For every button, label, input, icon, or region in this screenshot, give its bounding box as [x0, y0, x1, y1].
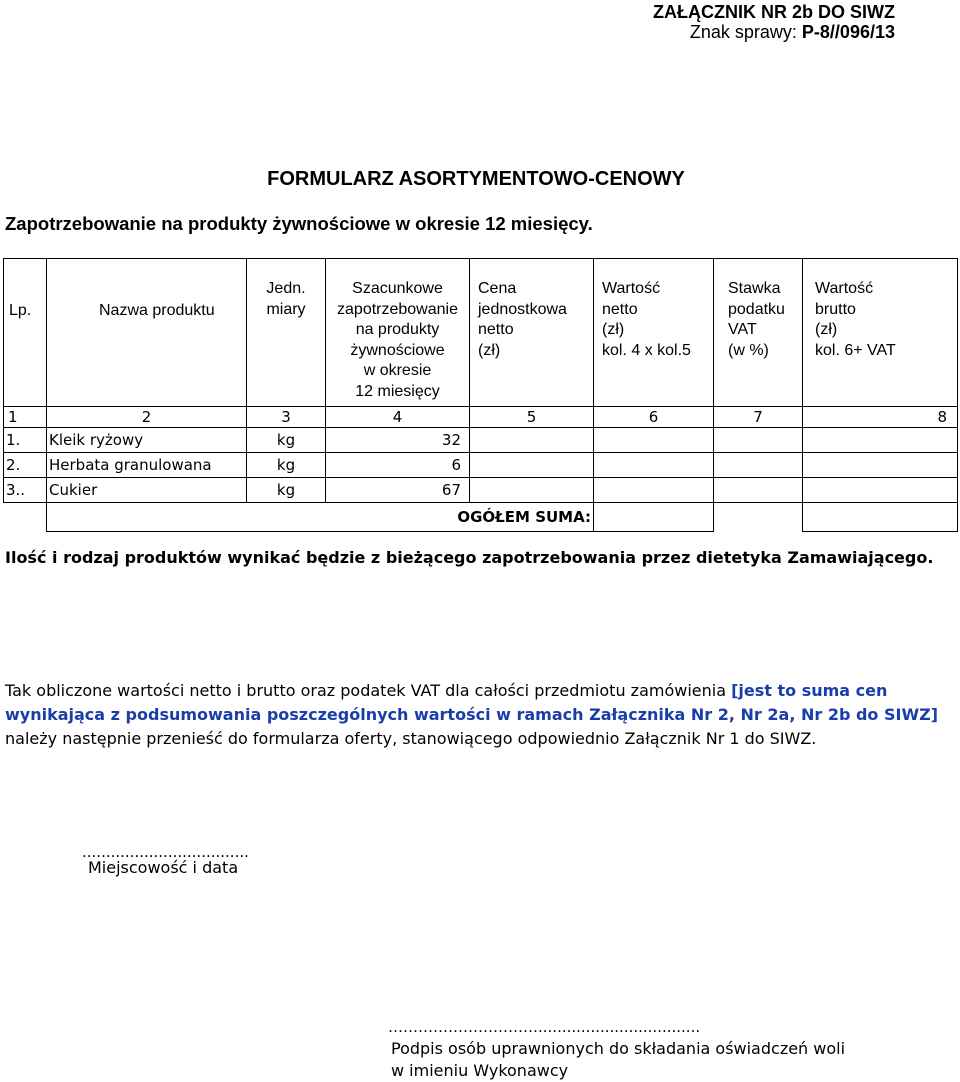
- row-quantity: 67: [326, 478, 470, 503]
- header-vat-rate-line: Stawka: [728, 280, 781, 297]
- row-net-value-input[interactable]: [594, 453, 714, 478]
- row-gross-value-input[interactable]: [803, 428, 958, 453]
- row-lp: 3..: [4, 478, 47, 503]
- column-number-row: [4, 407, 958, 428]
- header-quantity-line: 12 miesięcy: [355, 382, 440, 400]
- row-lp: 1.: [4, 428, 47, 453]
- total-row: [4, 503, 958, 532]
- header-vat-rate: [714, 259, 803, 407]
- signature-caption-line: Podpis osób uprawnionych do składania oświadczeń woli: [391, 1039, 846, 1058]
- row-unit-price-input[interactable]: [470, 428, 594, 453]
- row-vat-rate-input[interactable]: [714, 478, 803, 503]
- row-unit-price-input[interactable]: [470, 453, 594, 478]
- column-number: 6: [594, 407, 714, 428]
- header-row: [4, 259, 958, 407]
- case-number-value: P-8//096/13: [801, 22, 895, 42]
- total-gross-value-input[interactable]: [803, 503, 958, 532]
- signature-line: …………………………..................................: [388, 1018, 701, 1036]
- header-quantity: [326, 259, 470, 407]
- header-quantity-line: żywnościowe: [350, 341, 445, 359]
- column-number: 7: [714, 407, 803, 428]
- header-unit-line: miary: [266, 300, 306, 318]
- row-net-value-input[interactable]: [594, 478, 714, 503]
- header-unit-price-line: netto: [478, 321, 514, 338]
- header-vat-rate-line: podatku: [728, 300, 785, 318]
- column-number: 2: [47, 407, 247, 428]
- header-quantity-line: w okresie: [363, 362, 432, 379]
- row-unit: kg: [247, 478, 326, 503]
- case-number-label: Znak sprawy:: [689, 22, 802, 42]
- header-product-name: Nazwa produktu: [47, 259, 247, 407]
- row-product-name: Kleik ryżowy: [47, 428, 247, 453]
- row-quantity: 6: [326, 453, 470, 478]
- column-number: 8: [803, 407, 958, 428]
- row-product-name: Herbata granulowana: [47, 453, 247, 478]
- row-vat-rate-input[interactable]: [714, 453, 803, 478]
- row-gross-value-input[interactable]: [803, 478, 958, 503]
- place-date-line: ...................................: [82, 843, 249, 861]
- row-unit: kg: [247, 453, 326, 478]
- header-net-value-line: netto: [602, 300, 638, 318]
- row-vat-rate-input[interactable]: [714, 428, 803, 453]
- signature-caption-line: w imieniu Wykonawcy: [391, 1061, 569, 1080]
- header-unit-price-line: (zł): [478, 341, 501, 359]
- form-title: FORMULARZ ASORTYMENTOWO-CENOWY: [267, 168, 685, 190]
- place-date-label: Miejscowość i data: [88, 858, 239, 877]
- summary-text: należy następnie przenieść do formularza oferty, stanowiącego odpowiednio Załącznik Nr 1 do SIWZ.: [5, 729, 817, 748]
- signature-caption: [391, 1038, 891, 1082]
- header-gross-value-line: kol. 6+ VAT: [815, 341, 896, 359]
- row-unit: kg: [247, 428, 326, 453]
- total-net-value-input[interactable]: [594, 503, 714, 532]
- header-vat-rate-line: VAT: [728, 321, 757, 338]
- case-number-line: [690, 22, 895, 43]
- header-quantity-line: na produkty: [355, 321, 440, 338]
- annex-title: ZAŁĄCZNIK NR 2b DO SIWZ: [653, 2, 895, 22]
- header-unit-price-line: Cena: [478, 280, 517, 297]
- column-number: 5: [470, 407, 594, 428]
- row-unit-price-input[interactable]: [470, 478, 594, 503]
- table-row: [4, 453, 958, 478]
- header-net-value: [594, 259, 714, 407]
- row-net-value-input[interactable]: [594, 428, 714, 453]
- header-gross-value-line: Wartość: [815, 280, 874, 297]
- demand-title: Zapotrzebowanie na produkty żywnościowe w okresie 12 miesięcy.: [5, 213, 593, 234]
- header-net-value-line: (zł): [602, 321, 625, 338]
- header-gross-value-line: (zł): [815, 321, 838, 338]
- header-unit-price-line: jednostkowa: [478, 300, 567, 318]
- column-number: 1: [4, 407, 47, 428]
- header-net-value-line: Wartość: [602, 280, 661, 297]
- total-spacer: [4, 503, 47, 532]
- price-table: [3, 258, 958, 532]
- header-vat-rate-line: (w %): [728, 341, 769, 359]
- summary-paragraph: [5, 679, 940, 751]
- header-net-value-line: kol. 4 x kol.5: [602, 341, 691, 359]
- table-row: [4, 428, 958, 453]
- column-number: 4: [326, 407, 470, 428]
- column-number: 3: [247, 407, 326, 428]
- row-product-name: Cukier: [47, 478, 247, 503]
- header-gross-value-line: brutto: [815, 300, 856, 318]
- table-row: [4, 478, 958, 503]
- row-gross-value-input[interactable]: [803, 453, 958, 478]
- header-unit: [247, 259, 326, 407]
- header-quantity-line: Szacunkowe: [352, 280, 443, 297]
- summary-highlight: [jest to suma cen wynikająca z podsumowania poszczególnych wartości w ramach Załącznika Nr 2, Nr 2a, Nr 2b do SIWZ]: [5, 681, 939, 724]
- total-spacer: [714, 503, 803, 532]
- total-label: OGÓŁEM SUMA:: [47, 503, 594, 532]
- row-quantity: 32: [326, 428, 470, 453]
- summary-text: Tak obliczone wartości netto i brutto oraz podatek VAT dla całości przedmiotu zamówienia: [5, 681, 732, 700]
- header-lp: Lp.: [4, 259, 47, 407]
- products-note: Ilość i rodzaj produktów wynikać będzie z bieżącego zapotrzebowania przez dietetyka Zamawiającego.: [5, 548, 934, 567]
- row-lp: 2.: [4, 453, 47, 478]
- header-quantity-line: zapotrzebowanie: [337, 300, 458, 318]
- header-gross-value: [803, 259, 958, 407]
- header-unit-line: Jedn.: [266, 280, 306, 297]
- header-unit-price: [470, 259, 594, 407]
